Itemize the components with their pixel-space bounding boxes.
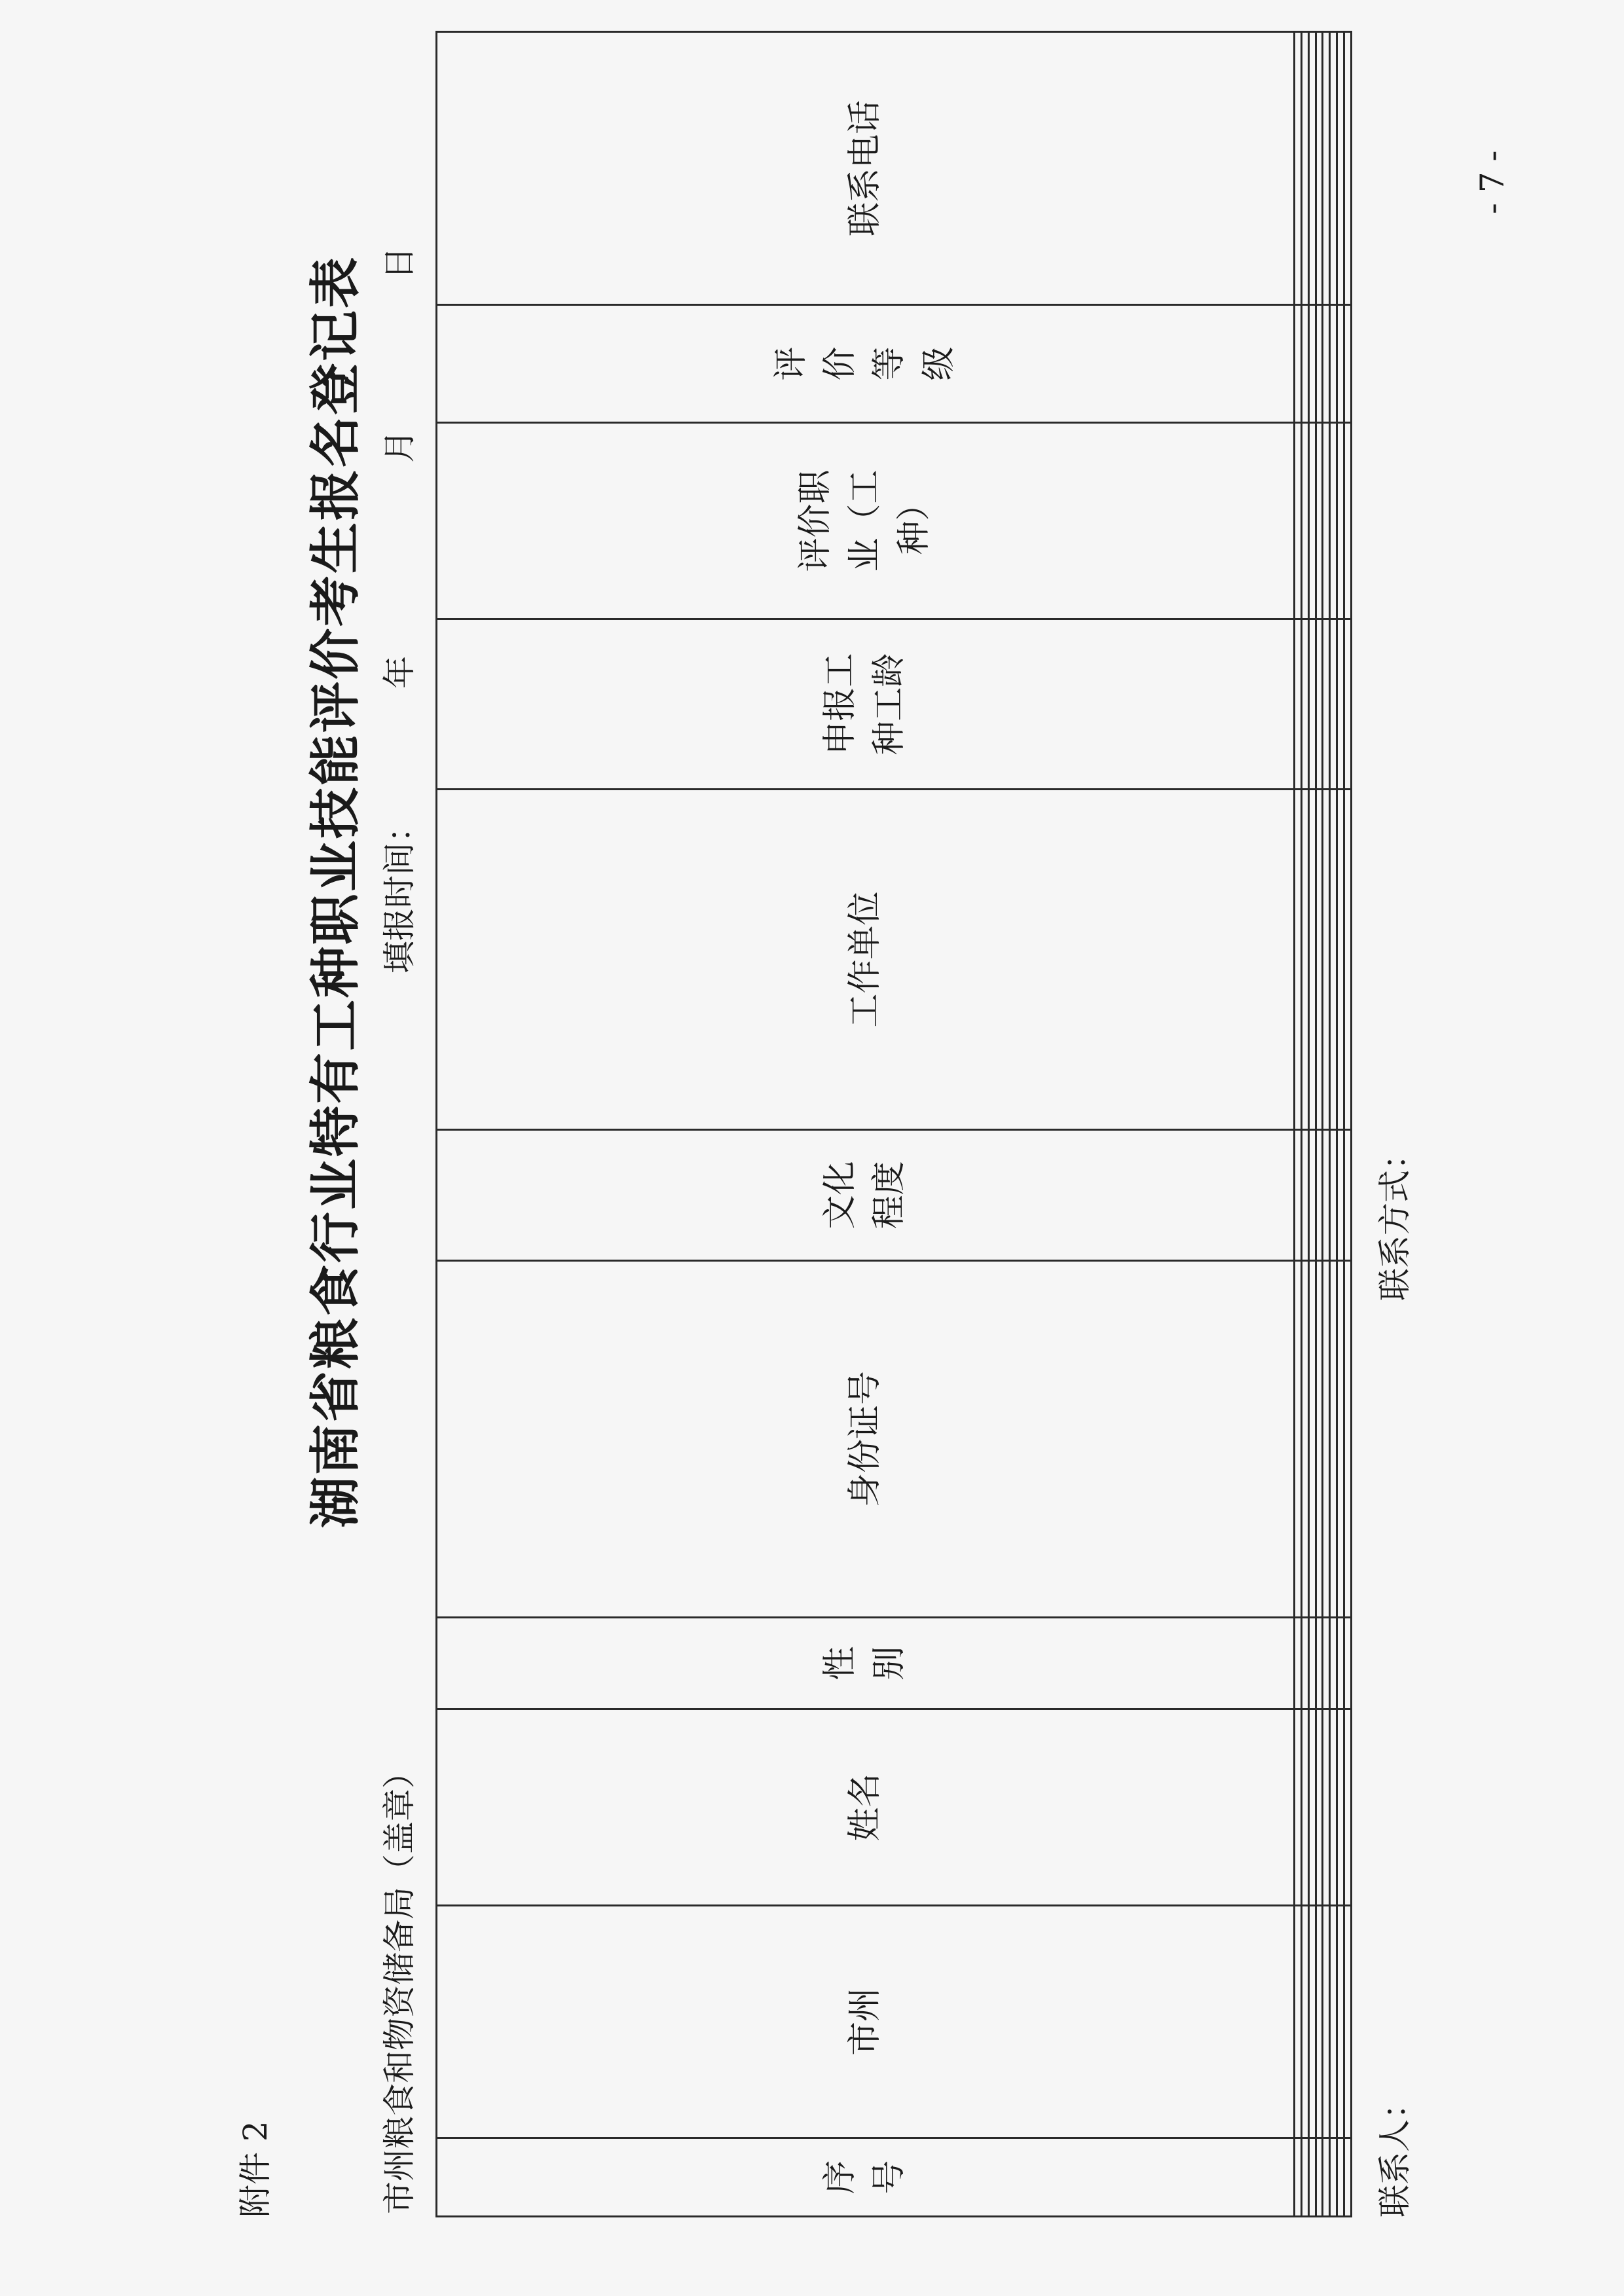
table-cell	[1316, 305, 1323, 423]
table-cell	[1294, 305, 1301, 423]
table-cell	[1330, 32, 1337, 305]
table-cell	[1301, 790, 1308, 1130]
org-stamp-label: 市州粮食和物资储备局（盖章）	[380, 1756, 418, 2214]
table-cell	[1330, 1618, 1337, 1709]
table-cell	[1337, 305, 1344, 423]
table-cell	[1301, 1709, 1308, 1906]
form-title: 湖南省粮食行业特有工种职业技能评价考生报名登记表	[306, 255, 365, 1529]
table-cell	[1323, 1709, 1330, 1906]
table-cell	[1323, 32, 1330, 305]
header-cell-employer: 工作单位	[437, 790, 1295, 1130]
table-cell	[1301, 32, 1308, 305]
table-cell	[1344, 305, 1352, 423]
table-cell	[1308, 1618, 1316, 1709]
month-label: 月	[380, 430, 418, 463]
table-cell	[1308, 619, 1316, 790]
table-cell	[1308, 1709, 1316, 1906]
table-cell	[1308, 423, 1316, 619]
table-cell	[1308, 790, 1316, 1130]
table-cell	[1316, 1709, 1323, 1906]
registration-table	[435, 31, 1352, 2217]
table-cell	[1330, 1130, 1337, 1261]
table-cell	[1344, 1906, 1352, 2138]
table-cell	[1323, 1130, 1330, 1261]
table-cell	[1344, 1709, 1352, 1906]
table-cell	[1301, 1130, 1308, 1261]
table-cell	[1344, 32, 1352, 305]
table-cell	[1301, 305, 1308, 423]
table-cell	[1330, 1261, 1337, 1618]
table-cell	[1294, 1906, 1301, 2138]
table-cell	[1301, 1906, 1308, 2138]
table-cell	[1301, 1261, 1308, 1618]
table-cell	[1294, 32, 1301, 305]
year-label: 年	[380, 656, 418, 689]
table-row	[1337, 32, 1344, 2217]
page-number: - 7 -	[1473, 150, 1511, 214]
table-cell	[1344, 1618, 1352, 1709]
table-cell	[1344, 1130, 1352, 1261]
table-cell	[1323, 1906, 1330, 2138]
table-cell	[1323, 2138, 1330, 2217]
table-cell	[1344, 790, 1352, 1130]
table-cell	[1294, 2138, 1301, 2217]
table-cell	[1330, 305, 1337, 423]
table-row	[1301, 32, 1308, 2217]
table-cell	[1316, 2138, 1323, 2217]
header-cell-city: 市州	[437, 1906, 1295, 2138]
table-cell	[1316, 32, 1323, 305]
table-cell	[1337, 1709, 1344, 1906]
table-row	[1323, 32, 1330, 2217]
table-cell	[1308, 305, 1316, 423]
header-cell-name: 姓名	[437, 1709, 1295, 1906]
header-cell-occupation: 评价职业（工种）	[437, 423, 1295, 619]
table-cell	[1308, 1130, 1316, 1261]
table-row	[1294, 32, 1301, 2217]
table-cell	[1316, 423, 1323, 619]
table-cell	[1344, 1261, 1352, 1618]
header-cell-id-number: 身份证号	[437, 1261, 1295, 1618]
table-cell	[1330, 2138, 1337, 2217]
table-cell	[1337, 1130, 1344, 1261]
table-cell	[1330, 1906, 1337, 2138]
header-cell-level: 评价等级	[437, 305, 1295, 423]
attachment-label: 附件 2	[236, 2121, 274, 2217]
table-cell	[1337, 1261, 1344, 1618]
table-cell	[1294, 1618, 1301, 1709]
table-cell	[1330, 1709, 1337, 1906]
table-cell	[1294, 423, 1301, 619]
table-cell	[1301, 619, 1308, 790]
header-cell-education: 文化程度	[437, 1130, 1295, 1261]
table-cell	[1337, 2138, 1344, 2217]
table-cell	[1337, 423, 1344, 619]
table-cell	[1337, 790, 1344, 1130]
table-cell	[1301, 1618, 1308, 1709]
table-cell	[1337, 1618, 1344, 1709]
table-cell	[1337, 1906, 1344, 2138]
table-header-row	[437, 32, 1295, 2217]
table-row	[1308, 32, 1316, 2217]
table-cell	[1294, 1261, 1301, 1618]
day-label: 日	[380, 247, 418, 280]
table-cell	[1294, 619, 1301, 790]
table-row	[1330, 32, 1337, 2217]
table-cell	[1301, 2138, 1308, 2217]
table-cell	[1308, 32, 1316, 305]
table-cell	[1330, 790, 1337, 1130]
table-cell	[1316, 1130, 1323, 1261]
table-cell	[1308, 1906, 1316, 2138]
table-cell	[1308, 1261, 1316, 1618]
table-cell	[1316, 1618, 1323, 1709]
table-cell	[1344, 2138, 1352, 2217]
table-cell	[1323, 619, 1330, 790]
fill-time-label: 填报时间：	[380, 810, 418, 974]
table-cell	[1301, 423, 1308, 619]
table-cell	[1323, 423, 1330, 619]
table-cell	[1344, 423, 1352, 619]
table-cell	[1294, 1130, 1301, 1261]
header-cell-gender: 性别	[437, 1618, 1295, 1709]
table-cell	[1323, 790, 1330, 1130]
contact-method-label: 联系方式：	[1376, 1137, 1414, 1301]
table-cell	[1316, 1261, 1323, 1618]
table-cell	[1323, 305, 1330, 423]
table-cell	[1294, 1709, 1301, 1906]
table-cell	[1323, 1261, 1330, 1618]
table-cell	[1337, 619, 1344, 790]
table-row	[1344, 32, 1352, 2217]
table-cell	[1316, 619, 1323, 790]
table-row	[1316, 32, 1323, 2217]
header-cell-seq: 序号	[437, 2138, 1295, 2217]
table-cell	[1308, 2138, 1316, 2217]
table-cell	[1294, 790, 1301, 1130]
table-cell	[1316, 1906, 1323, 2138]
header-cell-work-years: 申报工种工龄	[437, 619, 1295, 790]
table-cell	[1330, 423, 1337, 619]
contact-person-label: 联系人：	[1376, 2086, 1414, 2217]
table-cell	[1337, 32, 1344, 305]
table-cell	[1316, 790, 1323, 1130]
table-cell	[1323, 1618, 1330, 1709]
table-cell	[1330, 619, 1337, 790]
header-cell-phone: 联系电话	[437, 32, 1295, 305]
table-cell	[1344, 619, 1352, 790]
